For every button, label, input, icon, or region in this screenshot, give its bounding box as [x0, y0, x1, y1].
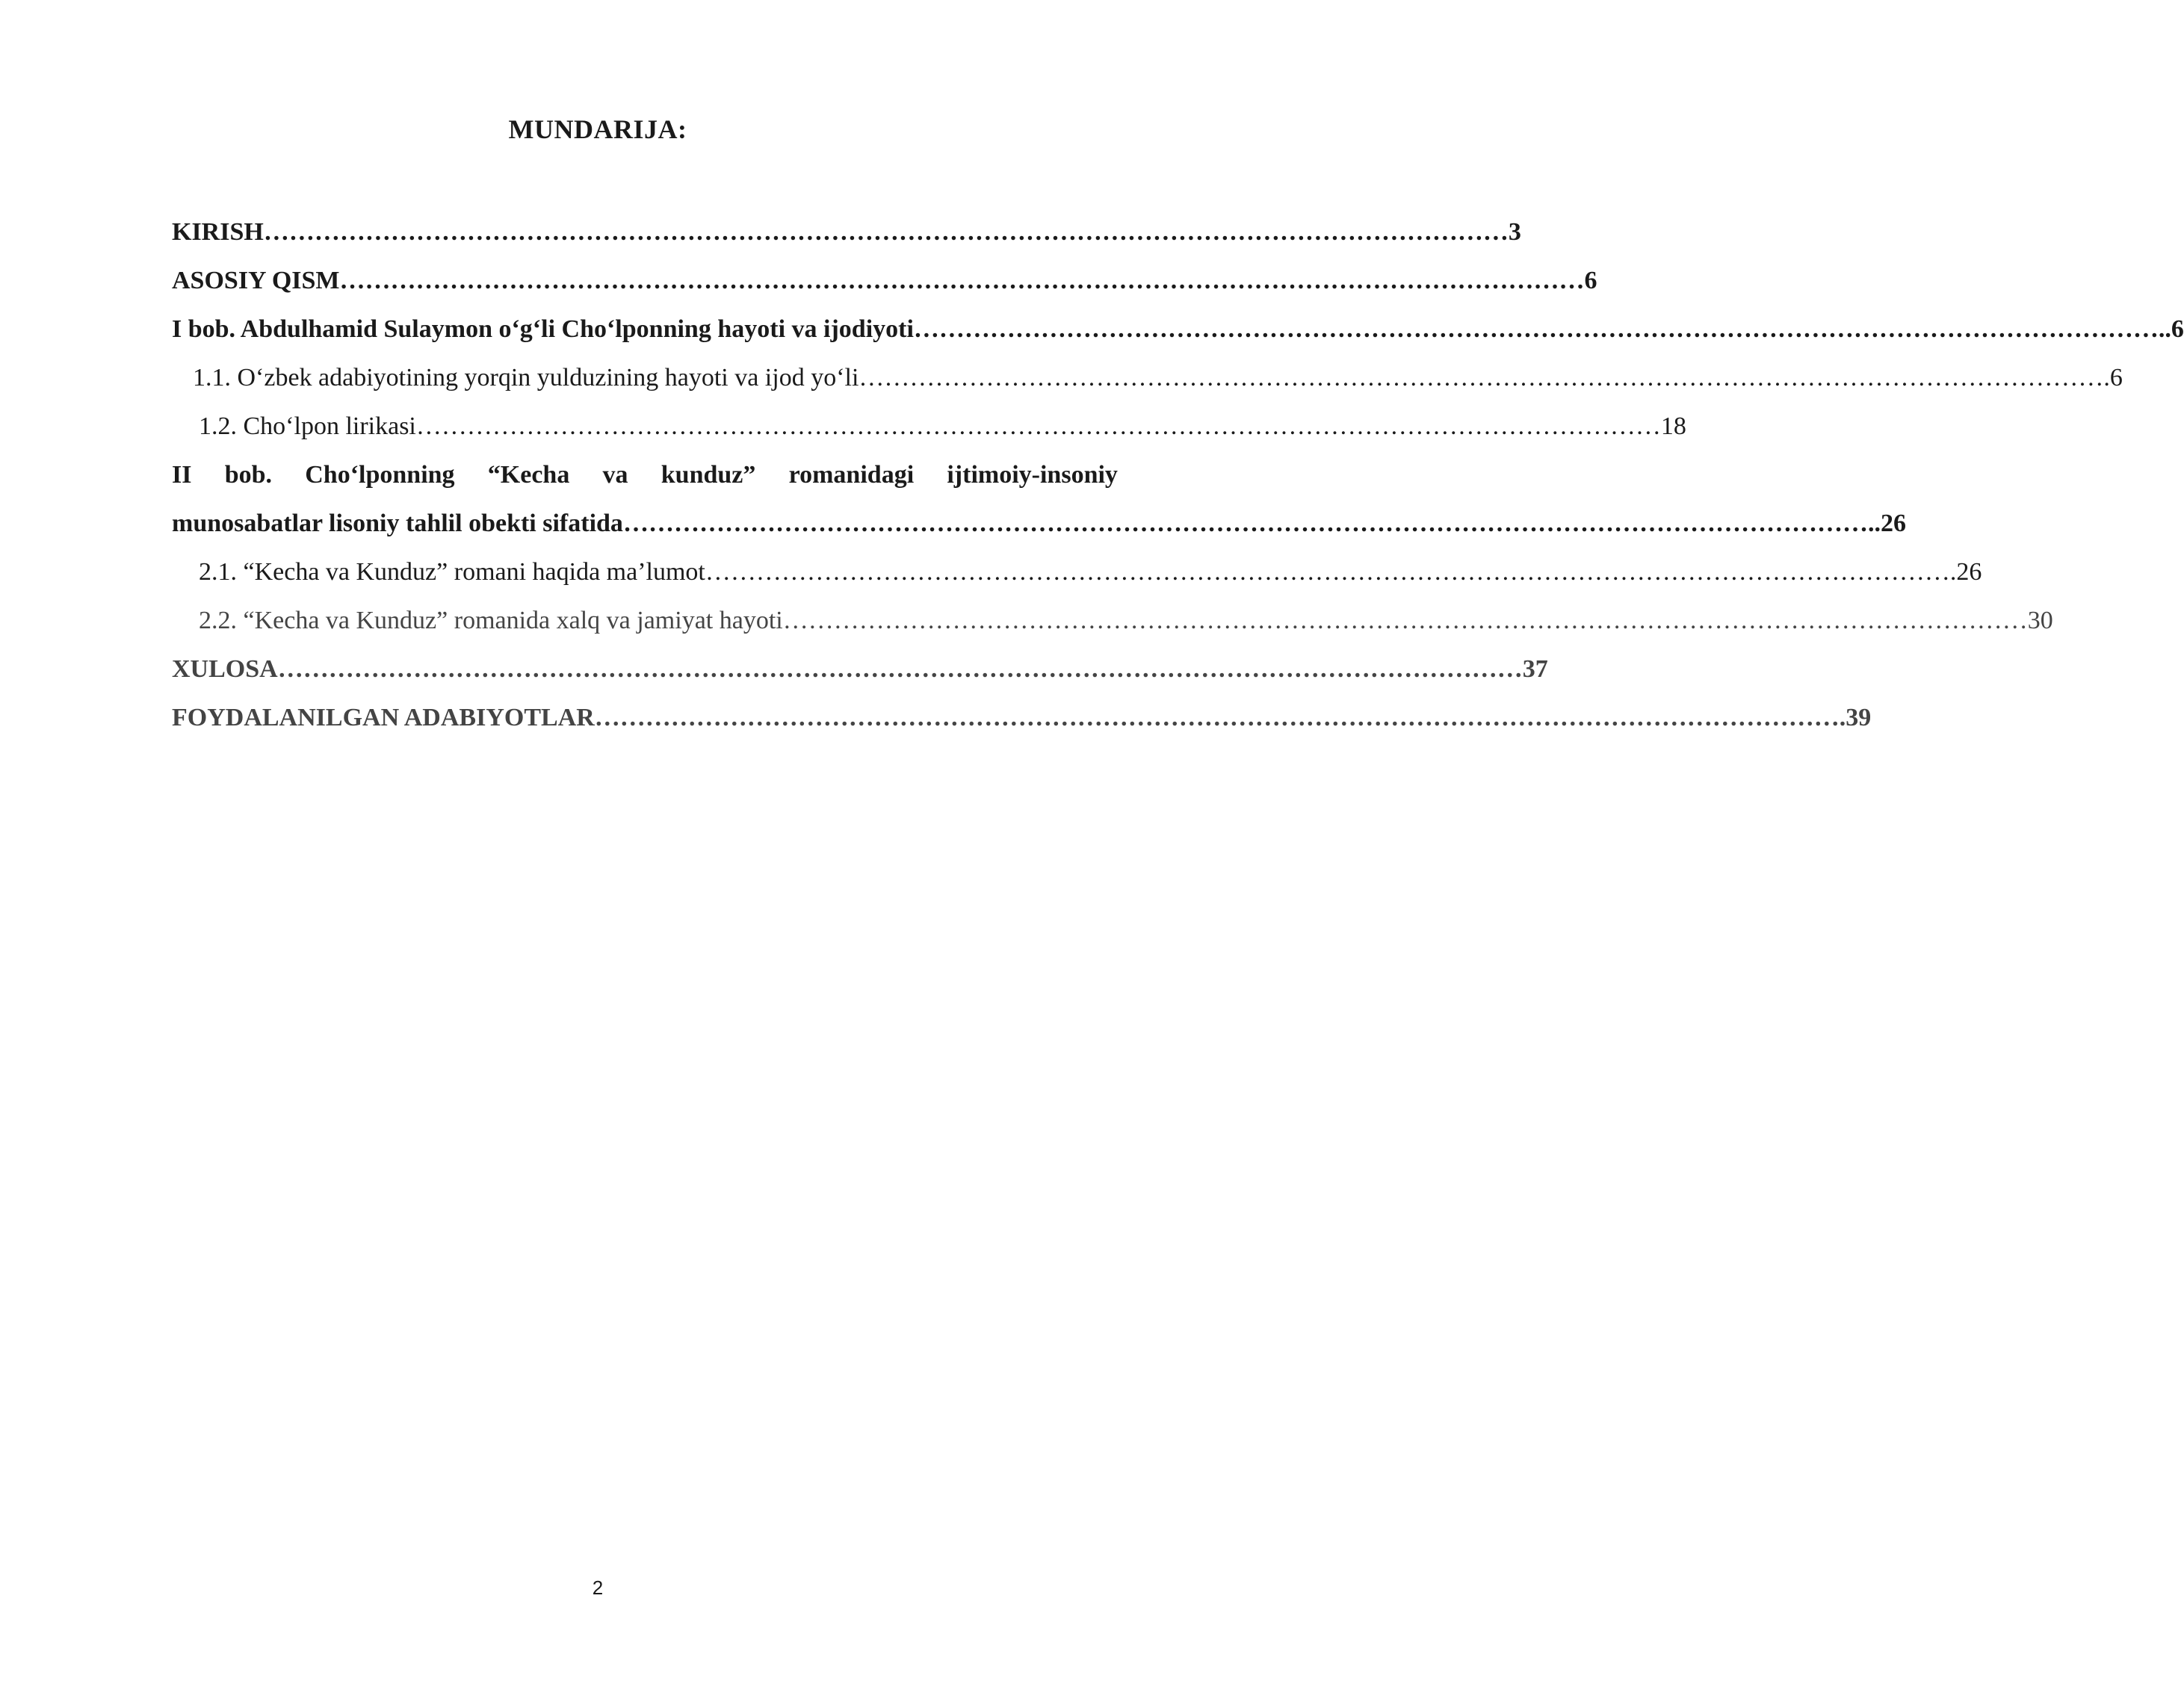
toc-leader-dots: …………………………………………………………………………………………………………………………………: [263, 218, 1509, 246]
toc-leader-dots: …………………………………………………………………………………………………………………………………: [339, 267, 1585, 294]
toc-leader-dots: …………………………………………………………………………………………………………………………………: [913, 315, 2159, 343]
toc-entry-text: ASOSIY QISM: [172, 267, 340, 294]
toc-word: romanidagi: [788, 461, 915, 489]
toc-entry-text: I bob. Abdulhamid Sulaymon o‘g‘li Cho‘lponning hayoti va ijodiyoti: [172, 315, 914, 343]
page-number: 2: [592, 1576, 604, 1599]
toc-entry-chapter-2-line-2: [172, 499, 1906, 548]
toc-word: “Kecha: [487, 461, 570, 489]
toc-leader-dots: …………………………………………………………………………………………………………………………………: [277, 655, 1523, 683]
toc-leader-dots: …………………………………………………………………………………………………………………………………: [782, 607, 2028, 634]
toc-leader-dots: …………………………………………………………………………………………………………………………………: [415, 412, 1661, 440]
table-of-contents: [172, 208, 2184, 742]
toc-entry-page: ..6: [2158, 315, 2184, 343]
toc-word: bob.: [224, 461, 273, 489]
toc-entry-page: 18: [1660, 412, 1686, 440]
toc-entry-xulosa: [172, 645, 1548, 693]
toc-entry-page: 37: [1522, 655, 1548, 683]
toc-word: kunduz”: [661, 461, 756, 489]
toc-leader-dots: …………………………………………………………………………………………………………………………………: [859, 364, 2104, 391]
toc-entry-text: FOYDALANILGAN ADABIYOTLAR: [172, 704, 595, 731]
toc-entry-asosiy-qism: [172, 256, 1597, 305]
toc-entry-page: 3: [1508, 218, 1521, 246]
toc-entry-page: .6: [2103, 364, 2123, 391]
toc-entry-chapter-2-line-1: [172, 451, 1118, 499]
toc-entry-text: 1.1. O‘zbek adabiyotining yorqin yulduzining hayoti va ijod yo‘li: [193, 364, 859, 391]
toc-entry-text: 1.2. Cho‘lpon lirikasi: [199, 412, 416, 440]
toc-entry-page: 6: [1584, 267, 1597, 294]
toc-entry-section-1-2: [172, 402, 1686, 451]
toc-leader-dots: …………………………………………………………………………………………………………………………………: [705, 558, 1950, 586]
page-title: MUNDARIJA:: [508, 114, 687, 144]
toc-entry-chapter-1: [172, 305, 2184, 353]
toc-entry-text: XULOSA: [172, 655, 278, 683]
toc-entry-section-1-1: [172, 353, 2123, 402]
toc-entry-page: ..26: [1867, 510, 1906, 537]
toc-word: II: [172, 461, 192, 489]
toc-entry-page: .26: [1949, 558, 1982, 586]
toc-entry-text: munosabatlar lisoniy tahlil obekti sifatida: [172, 510, 623, 537]
toc-word: va: [602, 461, 628, 489]
toc-entry-kirish: [172, 208, 1521, 256]
toc-entry-text: 2.1. “Kecha va Kunduz” romani haqida ma’lumot: [199, 558, 705, 586]
toc-word: Cho‘lponning: [305, 461, 455, 489]
toc-entry-page: .39: [1839, 704, 1872, 731]
toc-leader-dots: …………………………………………………………………………………………………………………………………: [594, 704, 1840, 731]
toc-entry-text: 2.2. “Kecha va Kunduz” romanida xalq va jamiyat hayoti: [199, 607, 783, 634]
toc-entry-text: KIRISH: [172, 218, 264, 246]
toc-entry-section-2-2: [172, 596, 2053, 645]
toc-entry-bibliography: [172, 693, 1872, 742]
toc-entry-page: 30: [2027, 607, 2053, 634]
toc-word: ijtimoiy-insoniy: [947, 461, 1118, 489]
toc-leader-dots: …………………………………………………………………………………………………………………………………: [622, 510, 1868, 537]
toc-entry-section-2-1: [172, 548, 1982, 596]
